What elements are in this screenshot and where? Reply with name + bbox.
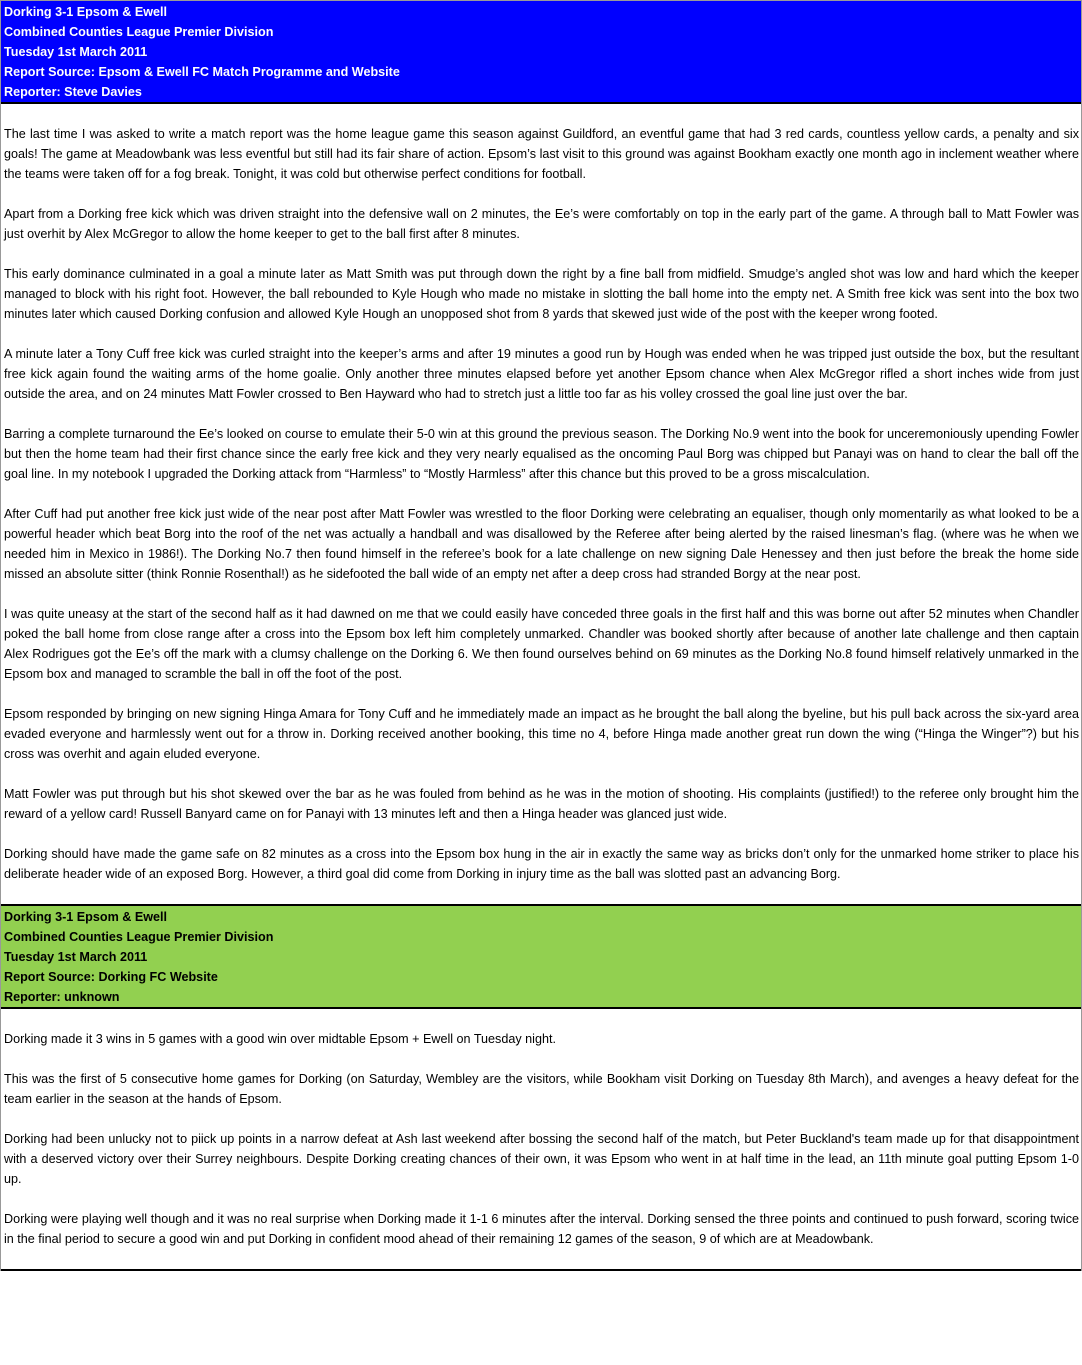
paragraph: Dorking made it 3 wins in 5 games with a good win over midtable Epsom + Ewell on Tuesday night. [4, 1032, 556, 1046]
report-header-epsom [1, 0, 1081, 104]
paragraph: Barring a complete turnaround the Ee’s looked on course to emulate their 5-0 win at this ground the previous season. The Dorking No.9 went into the book for unceremoniously upending Fowler but then the home team had their first chance since the early free kick and they very nearly equalised as the oncoming Paul Borg was chipped but Panayi was on hand to clear the ball off the goal line. In my notebook I upgraded the Dorking attack from “Harmless” to “Mostly Harmless” after this chance but this proved to be a gross miscalculation. [4, 427, 1079, 481]
report-body-epsom [1, 104, 1081, 904]
competition: Combined Counties League Premier Division [4, 930, 274, 944]
competition: Combined Counties League Premier Division [4, 25, 274, 39]
report-header-dorking [1, 904, 1081, 1009]
paragraph: Dorking had been unlucky not to piick up points in a narrow defeat at Ash last weekend after bossing the second half of the match, but Peter Buckland's team made up for that disappointment with a deserved victory over their Surrey neighbours. Despite Dorking creating chances of their own, it was Epsom who went in at half time in the lead, an 11th minute goal putting Epsom 1-0 up. [4, 1132, 1079, 1186]
paragraph: Dorking should have made the game safe on 82 minutes as a cross into the Epsom box hung in the air in exactly the same way as bricks don’t only for the unmarked home striker to place his deliberate header wide of an exposed Borg. However, a third goal did come from Dorking in injury time as the ball was slotted past an advancing Borg. [4, 847, 1079, 881]
report-source: Report Source: Epsom & Ewell FC Match Programme and Website [4, 65, 400, 79]
reporter: Reporter: unknown [4, 990, 120, 1004]
paragraph: This early dominance culminated in a goal a minute later as Matt Smith was put through down the right by a fine ball from midfield. Smudge’s angled shot was low and hard which the keeper managed to block with his right foot. However, the ball rebounded to Kyle Hough who made no mistake in slotting the ball home into the empty net. A Smith free kick was sent into the box two minutes later which caused Dorking confusion and allowed Kyle Hough an unopposed shot from 8 yards that skewed just wide of the post with the keeper wrong footed. [4, 267, 1079, 321]
paragraph: Apart from a Dorking free kick which was driven straight into the defensive wall on 2 minutes, the Ee’s were comfortably on top in the early part of the game. A through ball to Matt Fowler was just overhit by Alex McGregor to allow the home keeper to get to the ball first after 8 minutes. [4, 207, 1079, 241]
paragraph: This was the first of 5 consecutive home games for Dorking (on Saturday, Wembley are the visitors, while Bookham visit Dorking on Tuesday 8th March), and avenges a heavy defeat for the team earlier in the season at the hands of Epsom. [4, 1072, 1079, 1106]
report-body-dorking [1, 1009, 1081, 1271]
match-date: Tuesday 1st March 2011 [4, 950, 148, 964]
paragraph: Dorking were playing well though and it was no real surprise when Dorking made it 1-1 6 minutes after the interval. Dorking sensed the three points and continued to push forward, scoring twice in the final period to secure a good win and put Dorking in confident mood ahead of their remaining 12 games of the season, 9 of which are at Meadowbank. [4, 1212, 1079, 1246]
paragraph: Epsom responded by bringing on new signing Hinga Amara for Tony Cuff and he immediately made an impact as he brought the ball along the byeline, but his pull back across the six-yard area evaded everyone and harmlessly went out for a throw in. Dorking received another booking, this time no 4, before Hinga made another great run down the wing (“Hinga the Winger”?) but his cross was overhit and again eluded everyone. [4, 707, 1079, 761]
paragraph: After Cuff had put another free kick just wide of the near post after Matt Fowler was wrestled to the floor Dorking were celebrating an equaliser, though only momentarily as what looked to be a powerful header which beat Borg into the roof of the net was actually a handball and was disallowed by the Referee after being alerted by the raised linesman’s flag. (where was he when we needed him in Mexico in 1986!). The Dorking No.7 then found himself in the referee’s book for a late challenge on new signing Dale Henessey and then just before the break the home side missed an absolute sitter (think Ronnie Rosenthal!) as he sidefooted the ball wide of an empty net after a deep cross had stranded Borgy at the near post. [4, 507, 1079, 581]
paragraph: I was quite uneasy at the start of the second half as it had dawned on me that we could easily have conceded three goals in the first half and this was borne out after 52 minutes when Chandler poked the ball home from close range after a cross into the Epsom box left him completely unmarked. Chandler was booked shortly after because of another late challenge and then captain Alex Rodrigues got the Ee’s off the mark with a clumsy challenge on the Dorking 6. We then found ourselves behind on 69 minutes as the Dorking No.8 found himself relatively unmarked in the Epsom box and managed to scramble the ball in off the foot of the post. [4, 607, 1079, 681]
reporter: Reporter: Steve Davies [4, 85, 142, 99]
match-date: Tuesday 1st March 2011 [4, 45, 148, 59]
paragraph: The last time I was asked to write a match report was the home league game this season against Guildford, an eventful game that had 3 red cards, countless yellow cards, a penalty and six goals! The game at Meadowbank was less eventful but still had its fair share of action. Epsom’s last visit to this ground was against Bookham exactly one month ago in inclement weather where the teams were taken off for a fog break. Tonight, it was cold but otherwise perfect conditions for football. [4, 127, 1079, 181]
match-title: Dorking 3-1 Epsom & Ewell [4, 5, 168, 19]
paragraph: Matt Fowler was put through but his shot skewed over the bar as he was fouled from behind as he was in the motion of shooting. His complaints (justified!) to the referee only brought him the reward of a yellow card! Russell Banyard came on for Panayi with 13 minutes left and then a Hinga header was glanced just wide. [4, 787, 1079, 821]
match-title: Dorking 3-1 Epsom & Ewell [4, 910, 168, 924]
paragraph: A minute later a Tony Cuff free kick was curled straight into the keeper’s arms and after 19 minutes a good run by Hough was ended when he was tripped just outside the box, but the resultant free kick again found the waiting arms of the home goalie. Only another three minutes elapsed before yet another Epsom chance when Alex McGregor rifled a short inches wide from just outside the area, and on 24 minutes Matt Fowler crossed to Ben Hayward who had to stretch just a little too far as his volley crossed the goal line just over the bar. [4, 347, 1079, 401]
report-source: Report Source: Dorking FC Website [4, 970, 218, 984]
